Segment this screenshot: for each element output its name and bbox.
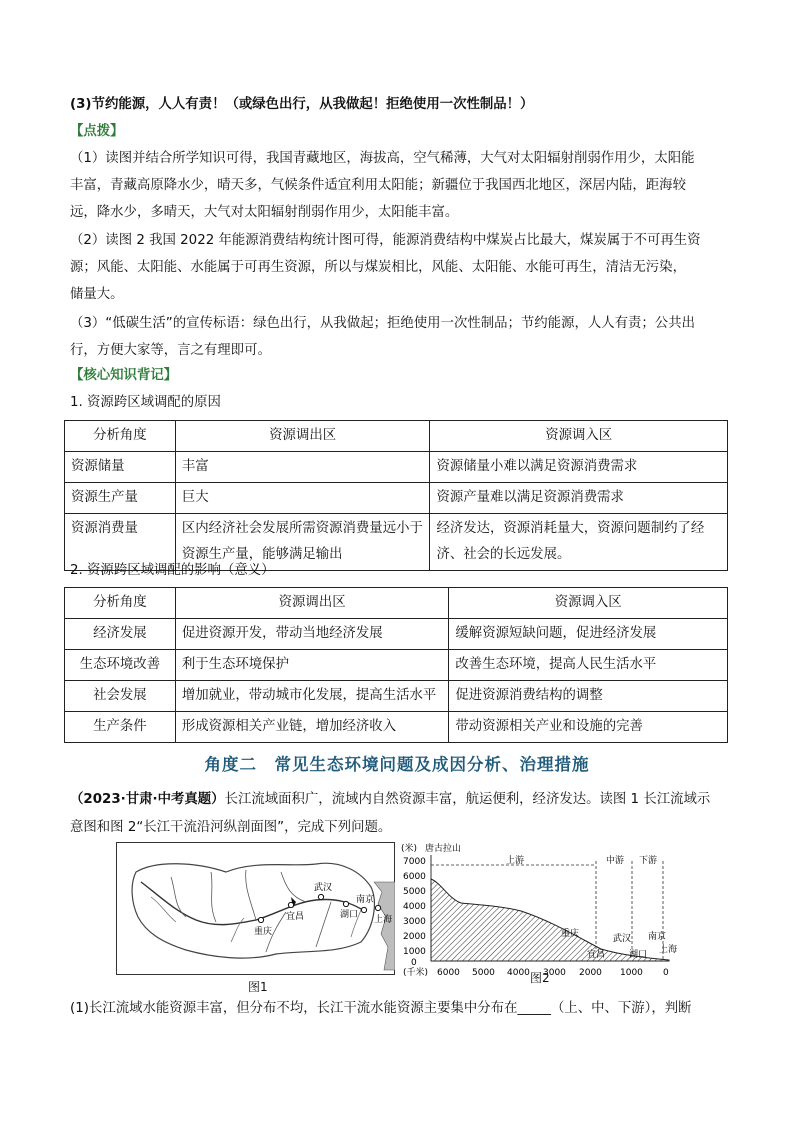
table-cell: 生态环境改善 (65, 650, 176, 681)
city-label: 上海 (374, 915, 393, 925)
table-header-cell: 资源调入区 (430, 421, 728, 452)
table-cell: 经济发展 (65, 619, 176, 650)
question-stem-2: 意图和图 2“长江干流沿河纵剖面图”，完成下列问题。 (70, 820, 392, 835)
table-header-cell: 资源调出区 (175, 588, 449, 619)
table-cell: 经济发达，资源消耗量大，资源问题制约了经济、社会的长远发展。 (430, 514, 728, 571)
tips-line: 远，降水少，多晴天，大气对太阳辐射削弱作用少，太阳能丰富。 (70, 205, 459, 220)
figure2-caption: 图2 (530, 971, 550, 985)
city-label: 宜昌 (286, 912, 305, 922)
table-header-cell: 分析角度 (65, 588, 176, 619)
table-row (65, 712, 728, 743)
y-unit-label: (米) (401, 844, 418, 854)
y-tick-label: 2000 (403, 932, 426, 942)
x-tick-label: 6000 (437, 968, 460, 978)
tips-line: （1）读图并结合所学知识可得，我国青藏地区，海拔高，空气稀薄，大气对太阳辐射削弱作用少，太阳能 (70, 151, 695, 166)
table-cell: 丰富 (175, 452, 430, 483)
table-cell: 区内经济社会发展所需资源消费量远小于资源生产量，能够满足输出 (175, 514, 430, 571)
table-header-row (65, 588, 728, 619)
table-cell: 增加就业，带动城市化发展，提高生活水平 (175, 681, 449, 712)
tips-line: 储量大。 (70, 287, 124, 302)
city-label: 重庆 (561, 929, 580, 939)
city-dot (343, 901, 348, 906)
table-impacts (64, 587, 728, 743)
tips-line: 行，方便大家等，言之有理即可。 (70, 343, 271, 358)
table-cell: 缓解资源短缺问题，促进经济发展 (449, 619, 728, 650)
y-tick-label: 6000 (403, 872, 426, 882)
table-cell: 利于生态环境保护 (175, 650, 449, 681)
x-tick-label: 1000 (620, 968, 643, 978)
segment-label: 上游 (506, 856, 525, 866)
question-source: （2023·甘肃·中考真题） (70, 792, 225, 807)
city-label: 重庆 (254, 927, 273, 937)
source-label: 唐古拉山 (425, 844, 462, 854)
table-cell: 形成资源相关产业链，增加经济收入 (175, 712, 449, 743)
longitudinal-profile-chart (401, 841, 687, 984)
table-row (65, 483, 728, 514)
table-cell: 带动资源相关产业和设施的完善 (449, 712, 728, 743)
table-row (65, 681, 728, 712)
x-tick-label: 5000 (472, 968, 495, 978)
table-cell: 巨大 (175, 483, 430, 514)
city-label: 上海 (659, 945, 678, 955)
city-dot (361, 907, 366, 912)
city-dot (288, 902, 293, 907)
table-row (65, 452, 728, 483)
y-tick-label: 0 (411, 958, 417, 968)
table-row (65, 650, 728, 681)
table-cell: 社会发展 (65, 681, 176, 712)
y-tick-label: 4000 (403, 902, 426, 912)
x-tick-label: 2000 (579, 968, 602, 978)
table-cell: 资源储量小难以满足资源消费需求 (430, 452, 728, 483)
table-header-cell: 资源调出区 (175, 421, 430, 452)
table-cell: 资源生产量 (65, 483, 176, 514)
city-label: 南京 (356, 895, 375, 905)
y-axis-ticks (403, 857, 426, 968)
table-cell: 资源消费量 (65, 514, 176, 571)
table-reasons (64, 420, 728, 571)
segment-label: 中游 (606, 856, 625, 866)
table-header-row (65, 421, 728, 452)
city-label: 南京 (648, 932, 667, 942)
table-header-cell: 资源调入区 (449, 588, 728, 619)
city-dot (375, 905, 380, 910)
x-unit-label: (千米) (403, 968, 429, 978)
x-tick-label: 4000 (507, 968, 530, 978)
y-tick-label: 7000 (403, 857, 426, 867)
x-tick-label: 3000 (543, 968, 566, 978)
tips-line: 源；风能、太阳能、水能属于可再生资源，所以与煤炭相比，风能、太阳能、水能可再生，清洁无污染， (70, 260, 686, 275)
city-label: 武汉 (314, 883, 333, 893)
segment-label: 下游 (639, 856, 658, 866)
table-cell: 改善生态环境，提高人民生活水平 (449, 650, 728, 681)
city-label: 湖口 (629, 950, 648, 960)
y-tick-label: 1000 (403, 947, 426, 957)
table1-title: 1. 资源跨区域调配的原因 (70, 395, 221, 410)
table-cell: 资源产量难以满足资源消费需求 (430, 483, 728, 514)
city-label: 武汉 (613, 934, 632, 944)
table-cell: 促进资源消费结构的调整 (449, 681, 728, 712)
city-dot (318, 894, 323, 899)
question-text: 长江流域面积广，流域内自然资源丰富，航运便利，经济发达。读图 1 长江流域示 (224, 792, 711, 807)
table-cell: 生产条件 (65, 712, 176, 743)
table-header-cell: 分析角度 (65, 421, 176, 452)
table-row (65, 619, 728, 650)
question-stem (70, 790, 732, 810)
table2-title: 2. 资源跨区域调配的影响（意义） (70, 563, 275, 578)
yangtze-basin-map (116, 842, 395, 975)
x-axis-ticks (437, 968, 669, 978)
figure1-caption: 图1 (248, 980, 268, 994)
question-1: (1)长江流域水能资源丰富，但分布不均，长江干流水能资源主要集中分布在_____（上、中、下游），判断 (70, 1001, 692, 1016)
table-cell: 促进资源开发，带动当地经济发展 (175, 619, 449, 650)
y-tick-label: 3000 (403, 917, 426, 927)
x-tick-label: 0 (663, 968, 669, 978)
tips-line: 丰富，青藏高原降水少，晴天多，气候条件适宜利用太阳能；新疆位于我国西北地区，深居内陆，距海较 (70, 178, 686, 193)
y-tick-label: 5000 (403, 887, 426, 897)
tips-label: 【点拨】 (70, 124, 124, 139)
answer-3-line: (3)节约能源，人人有责！（或绿色出行，从我做起！拒绝使用一次性制品！） (70, 97, 534, 112)
table-cell: 资源储量 (65, 452, 176, 483)
section-heading: 角度二 常见生态环境问题及成因分析、治理措施 (204, 755, 590, 774)
tips-line: （3）“低碳生活”的宣传标语：绿色出行，从我做起；拒绝使用一次性制品；节约能源，人人有责；公共出 (70, 316, 695, 331)
city-label: 湖口 (340, 910, 359, 920)
city-label: 宜昌 (587, 950, 606, 960)
tips-line: （2）读图 2 我国 2022 年能源消费结构统计图可得，能源消费结构中煤炭占比最大，煤炭属于不可再生资 (70, 233, 701, 248)
core-knowledge-label: 【核心知识背记】 (70, 368, 178, 383)
city-dot (258, 917, 263, 922)
